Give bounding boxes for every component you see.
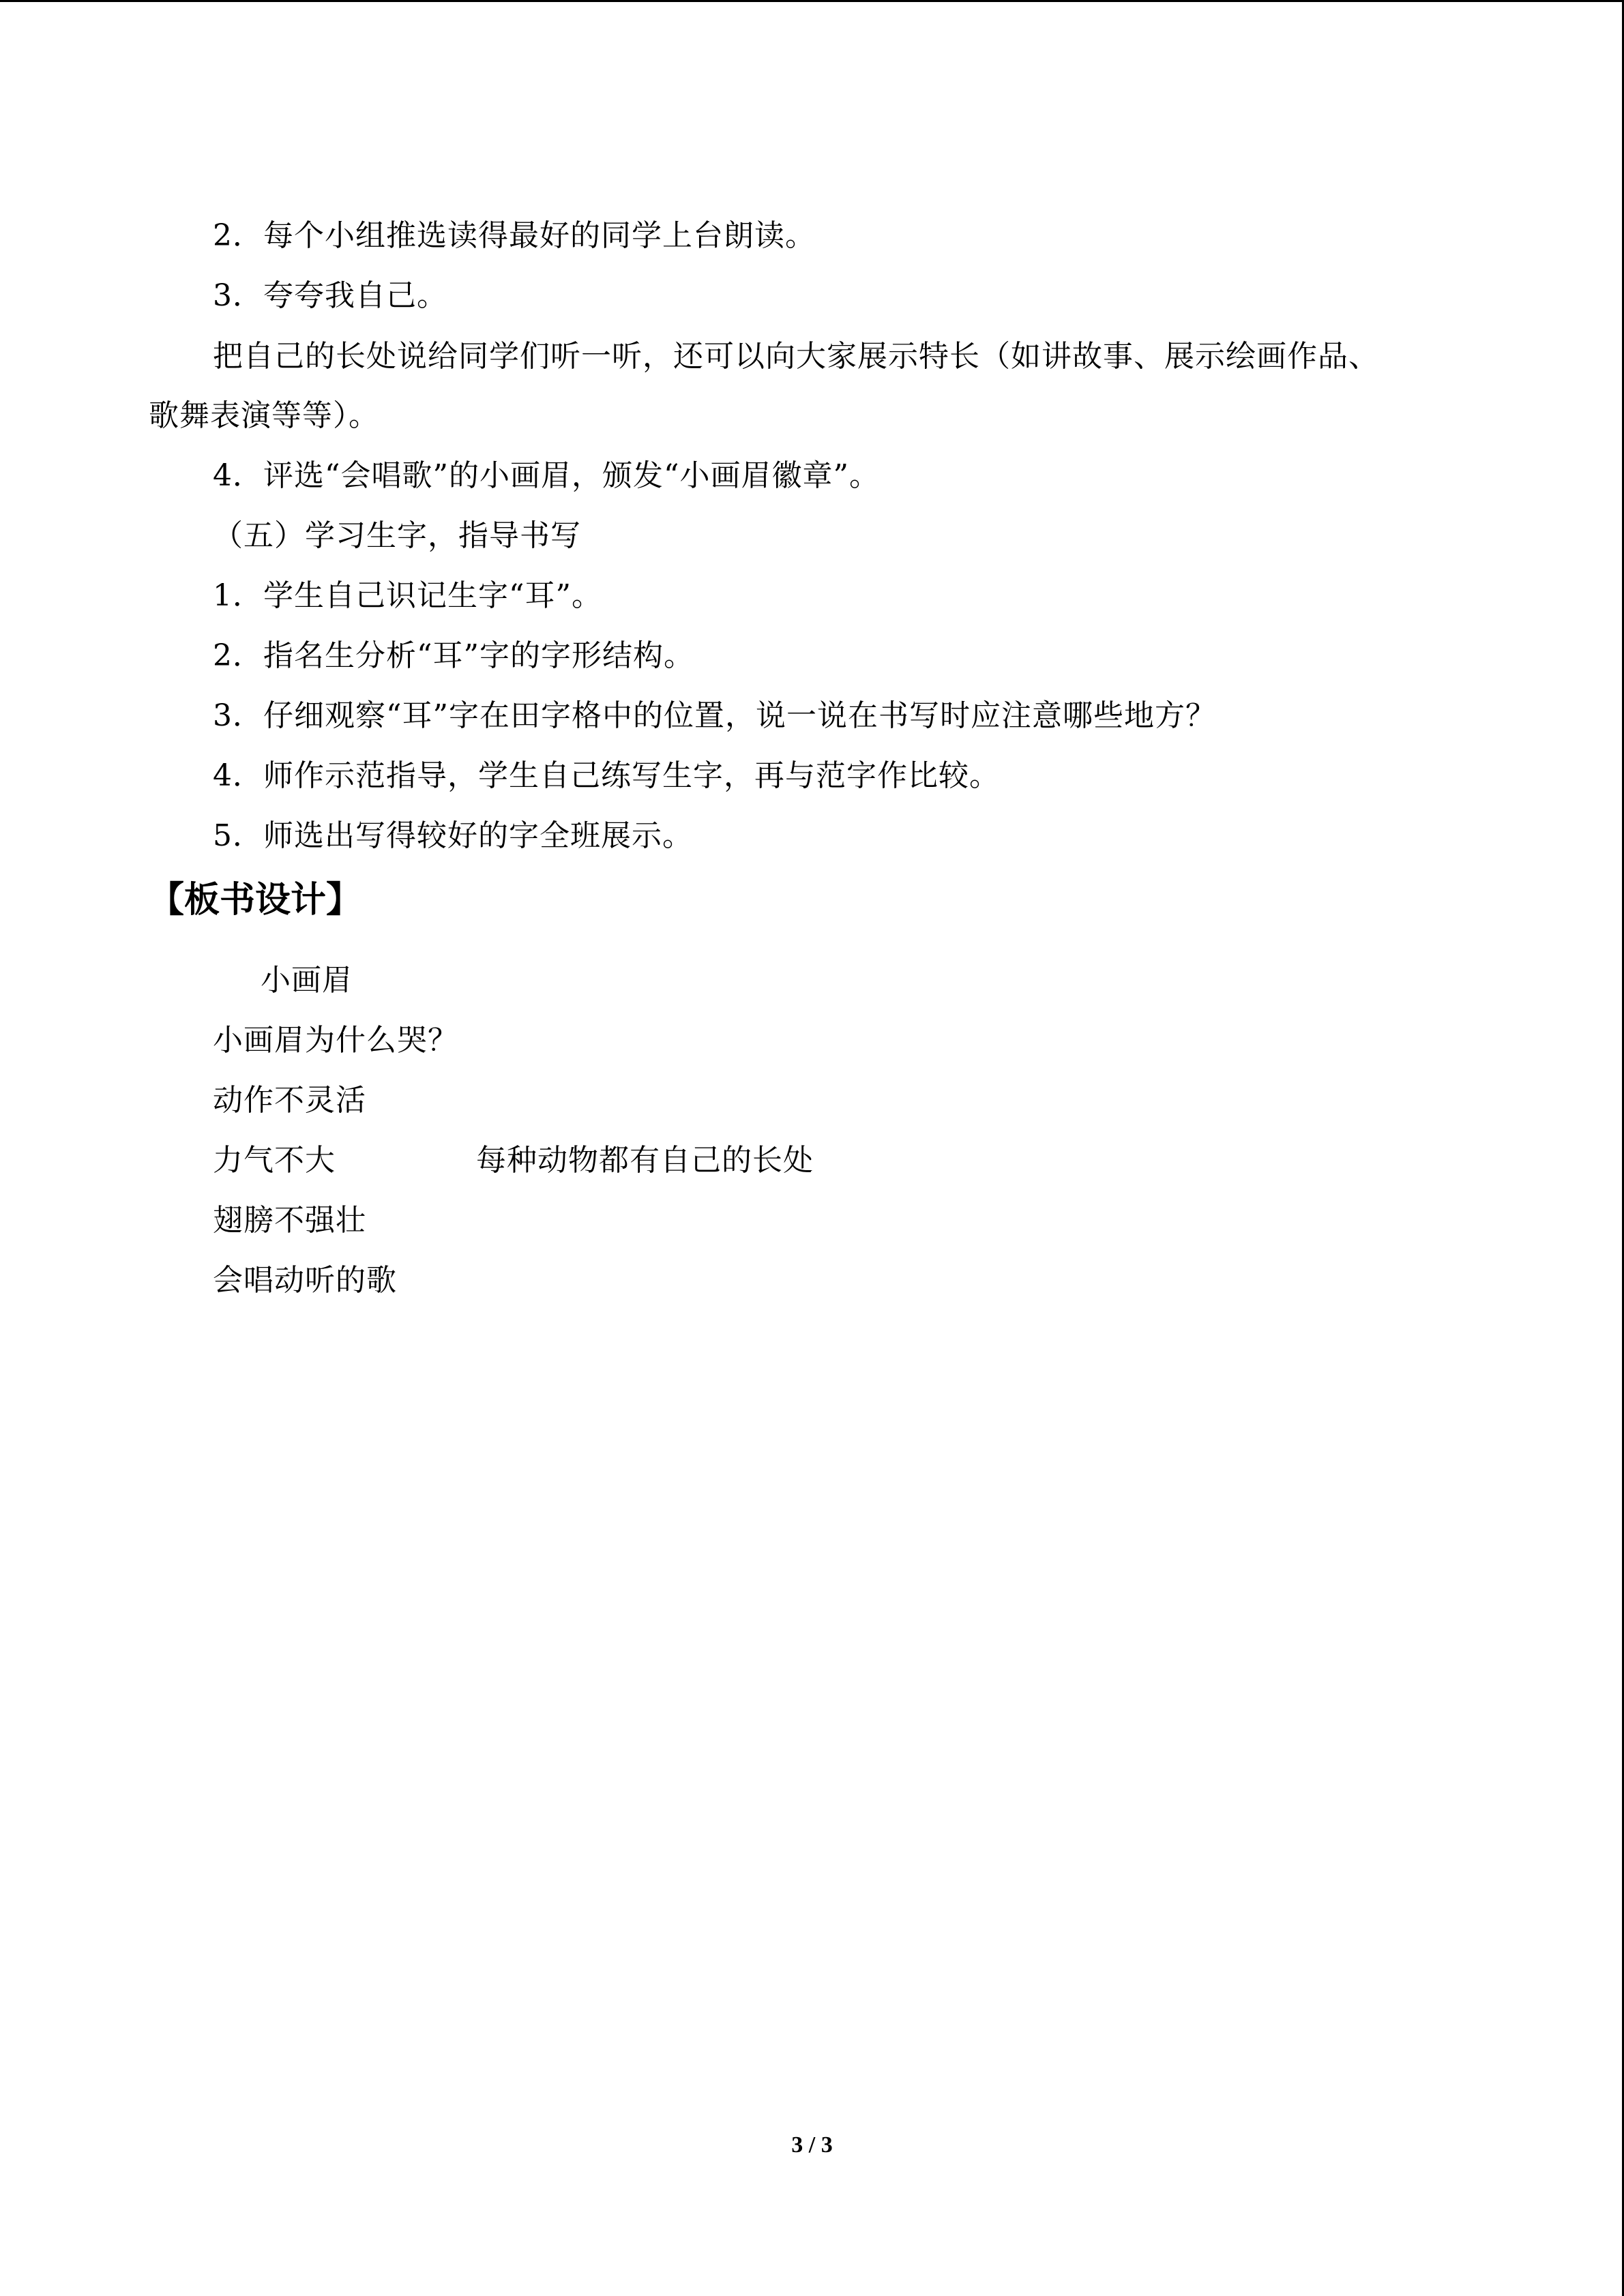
- page-number: 3 / 3: [791, 2132, 833, 2158]
- board-conclusion: 每种动物都有自己的长处: [476, 1143, 814, 1178]
- paragraph-1: 2．每个小组推选读得最好的同学上台朗读。: [213, 218, 816, 253]
- paragraph-10: 5．师选出写得较好的字全班展示。: [213, 818, 693, 853]
- section-heading-5: （五）学习生字，指导书写: [213, 518, 581, 553]
- paragraph-2: 3．夸夸我自己。: [213, 278, 447, 313]
- paragraph-8: 3．仔细观察“耳”字在田字格中的位置，说一说在书写时应注意哪些地方？: [213, 698, 1216, 733]
- board-title: 小画眉: [261, 963, 353, 998]
- board-item-1: 动作不灵活: [213, 1083, 366, 1118]
- paragraph-3-line-1: 把自己的长处说给同学们听一听，还可以向大家展示特长（如讲故事、展示绘画作品、: [213, 339, 1379, 374]
- board-item-2: 力气不大: [213, 1143, 336, 1178]
- board-design-heading: 【板书设计】: [149, 880, 362, 921]
- page-top-border: [0, 0, 1624, 2]
- paragraph-6: 1．学生自己识记生字“耳”。: [213, 578, 602, 613]
- paragraph-7: 2．指名生分析“耳”字的字形结构。: [213, 638, 694, 673]
- paragraph-9: 4．师作示范指导，学生自己练写生字，再与范字作比较。: [213, 758, 1000, 793]
- board-question: 小画眉为什么哭？: [213, 1023, 458, 1058]
- paragraph-3-line-2: 歌舞表演等等）。: [149, 398, 379, 433]
- board-item-3: 翅膀不强壮: [213, 1203, 366, 1238]
- board-item-4: 会唱动听的歌: [213, 1263, 397, 1298]
- paragraph-4: 4．评选“会唱歌”的小画眉，颁发“小画眉徽章”。: [213, 458, 880, 493]
